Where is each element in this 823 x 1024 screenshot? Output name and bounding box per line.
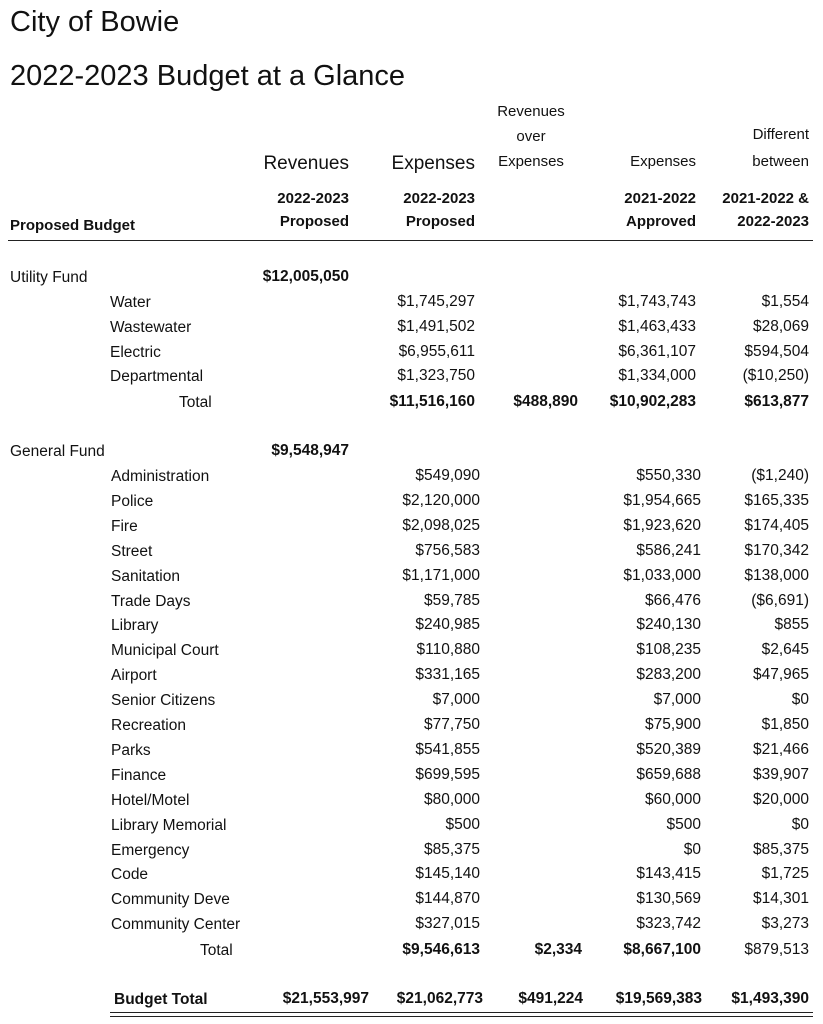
general-row-difference: $39,907	[752, 765, 809, 783]
general-row-expenses: $85,375	[423, 840, 480, 858]
utility-row-expenses: $1,323,750	[397, 367, 475, 385]
general-row-difference: $21,466	[752, 740, 809, 758]
general-row-expenses: $240,985	[415, 616, 480, 634]
header-expenses-approved-year: 2021-2022	[624, 190, 696, 207]
header-expenses-proposed: Expenses	[391, 153, 475, 174]
header-rev-over-l2: over	[516, 128, 546, 145]
general-row-expenses: $2,120,000	[402, 491, 480, 509]
utility-row-difference: ($10,250)	[742, 367, 809, 385]
general-row-label: Airport	[111, 667, 157, 685]
general-row-difference: $3,273	[761, 915, 809, 933]
header-revenues-year: 2022-2023	[277, 190, 349, 207]
general-row-expenses: $77,750	[423, 716, 480, 733]
header-difference-years: 2021-2022 &	[722, 190, 809, 207]
general-row-label: Fire	[111, 517, 138, 535]
utility-row-difference: $28,069	[752, 317, 809, 335]
general-row-difference: $138,000	[744, 566, 809, 584]
general-row-label: Street	[111, 542, 153, 560]
general-row-label: Library	[111, 617, 159, 635]
general-row-difference: $0	[791, 815, 809, 833]
general-row-difference: $1,850	[761, 716, 809, 733]
utility-total-label: Total	[179, 394, 212, 411]
general-row-expenses: $500	[445, 815, 480, 833]
budget-total-label: Budget Total	[114, 991, 208, 1008]
general-row-approved: $130,569	[636, 890, 701, 908]
general-row-approved: $7,000	[653, 691, 701, 709]
utility-row-approved: $1,743,743	[618, 293, 696, 310]
general-total-difference: $879,513	[744, 941, 809, 958]
general-row-approved: $66,476	[644, 591, 701, 609]
utility-total-expenses: $11,516,160	[389, 393, 475, 410]
utility-row-expenses: $1,745,297	[397, 293, 475, 310]
general-row-expenses: $699,595	[415, 765, 480, 783]
header-rev-over-l3: Expenses	[498, 153, 564, 170]
general-row-difference: $20,000	[752, 790, 809, 808]
header-expenses-approved: Expenses	[630, 153, 696, 170]
header-rule	[8, 240, 813, 241]
utility-row-difference: $1,554	[761, 293, 809, 310]
general-row-difference: ($6,691)	[751, 591, 809, 609]
general-row-approved: $108,235	[636, 641, 701, 659]
header-revenues-status: Proposed	[279, 213, 349, 230]
header-difference-years-2: 2022-2023	[737, 213, 809, 230]
general-row-approved: $143,415	[636, 865, 701, 883]
general-row-label: Senior Citizens	[111, 692, 216, 710]
general-row-label: Finance	[111, 766, 167, 784]
general-row-expenses: $7,000	[432, 691, 480, 709]
general-row-expenses: $59,785	[423, 591, 480, 609]
general-row-label: Municipal Court	[111, 642, 219, 660]
header-expenses-proposed-status: Proposed	[405, 213, 475, 230]
general-row-difference: $14,301	[752, 890, 809, 908]
utility-row-expenses: $6,955,611	[398, 342, 475, 360]
general-total-approved: $8,667,100	[623, 941, 701, 958]
double-underline-top	[110, 1012, 813, 1013]
general-row-approved: $500	[666, 815, 701, 833]
general-row-approved: $520,389	[636, 740, 701, 758]
general-row-approved: $1,954,665	[623, 491, 701, 509]
general-row-expenses: $80,000	[423, 790, 480, 808]
general-row-label: Emergency	[111, 841, 190, 859]
general-total-expenses: $9,546,613	[402, 941, 480, 958]
general-row-approved: $550,330	[636, 467, 701, 484]
header-expenses-approved-status: Approved	[625, 213, 696, 230]
general-row-label: Sanitation	[111, 567, 180, 585]
header-revenues: Revenues	[263, 153, 349, 174]
general-row-expenses: $327,015	[415, 915, 480, 933]
general-row-label: Trade Days	[111, 592, 191, 610]
general-row-approved: $1,033,000	[623, 566, 701, 584]
general-row-expenses: $756,583	[415, 541, 480, 559]
utility-row-label: Wastewater	[110, 318, 192, 336]
header-difference-l2: between	[752, 153, 809, 170]
budget-total-rev-over: $491,224	[518, 990, 583, 1007]
general-row-difference: $855	[774, 616, 809, 634]
header-difference-l1: Different	[752, 126, 809, 143]
general-row-expenses: $2,098,025	[402, 516, 480, 534]
general-row-difference: $174,405	[744, 516, 809, 534]
general-row-difference: $1,725	[761, 865, 809, 883]
page-subtitle: 2022-2023 Budget at a Glance	[10, 60, 406, 92]
general-row-label: Administration	[111, 468, 210, 485]
utility-row-label: Electric	[110, 343, 161, 361]
general-total-label: Total	[200, 942, 233, 959]
general-fund-label: General Fund	[10, 443, 105, 460]
general-row-label: Code	[111, 866, 149, 884]
general-row-expenses: $110,880	[416, 641, 480, 659]
general-row-label: Hotel/Motel	[111, 791, 190, 809]
general-row-approved: $0	[683, 840, 701, 858]
general-row-expenses: $1,171,000	[402, 566, 480, 584]
general-row-label: Library Memorial	[111, 816, 227, 834]
general-row-expenses: $549,090	[415, 467, 480, 484]
double-underline-bottom	[110, 1016, 813, 1017]
utility-row-difference: $594,504	[744, 342, 809, 360]
general-row-difference: $47,965	[752, 666, 809, 684]
budget-total-expenses: $21,062,773	[396, 990, 483, 1007]
general-row-approved: $75,900	[644, 716, 701, 733]
general-row-approved: $586,241	[636, 541, 701, 559]
utility-total-difference: $613,877	[744, 393, 809, 410]
header-expenses-proposed-year: 2022-2023	[403, 190, 475, 207]
budget-total-approved: $19,569,383	[615, 990, 702, 1007]
general-row-approved: $240,130	[636, 616, 701, 634]
general-row-approved: $323,742	[636, 915, 701, 933]
utility-fund-label: Utility Fund	[10, 269, 88, 286]
utility-row-expenses: $1,491,502	[397, 317, 475, 335]
utility-row-label: Departmental	[110, 368, 204, 386]
utility-fund-revenue: $12,005,050	[262, 268, 349, 285]
general-row-approved: $659,688	[636, 765, 701, 783]
general-row-approved: $283,200	[636, 666, 701, 684]
general-row-expenses: $145,140	[415, 865, 480, 883]
row-header-proposed-budget: Proposed Budget	[10, 217, 136, 234]
general-row-difference: ($1,240)	[751, 467, 809, 484]
header-rev-over-l1: Revenues	[497, 103, 565, 120]
general-row-difference: $165,335	[744, 491, 809, 509]
general-total-rev-over: $2,334	[534, 941, 582, 958]
general-row-difference: $85,375	[752, 840, 809, 858]
general-row-expenses: $541,855	[415, 740, 480, 758]
page-title: City of Bowie	[10, 6, 180, 38]
general-row-expenses: $331,165	[415, 666, 480, 684]
general-row-label: Recreation	[111, 717, 186, 734]
general-row-label: Community Deve	[111, 891, 230, 909]
general-row-label: Parks	[111, 741, 151, 759]
general-fund-revenue: $9,548,947	[271, 442, 349, 459]
general-row-difference: $170,342	[744, 541, 809, 559]
general-row-difference: $2,645	[761, 641, 809, 659]
general-row-approved: $60,000	[644, 790, 701, 808]
utility-row-approved: $1,334,000	[618, 367, 696, 385]
general-row-expenses: $144,870	[415, 890, 480, 908]
utility-row-approved: $6,361,107	[618, 342, 696, 360]
utility-total-rev-over: $488,890	[513, 393, 578, 410]
utility-total-approved: $10,902,283	[609, 393, 696, 410]
utility-row-label: Water	[110, 294, 151, 311]
budget-total-difference: $1,493,390	[731, 990, 809, 1007]
general-row-label: Community Center	[111, 916, 241, 934]
general-row-approved: $1,923,620	[623, 516, 701, 534]
general-row-label: Police	[111, 492, 154, 510]
budget-total-revenue: $21,553,997	[282, 990, 369, 1007]
utility-row-approved: $1,463,433	[618, 317, 696, 335]
general-row-difference: $0	[791, 691, 809, 709]
